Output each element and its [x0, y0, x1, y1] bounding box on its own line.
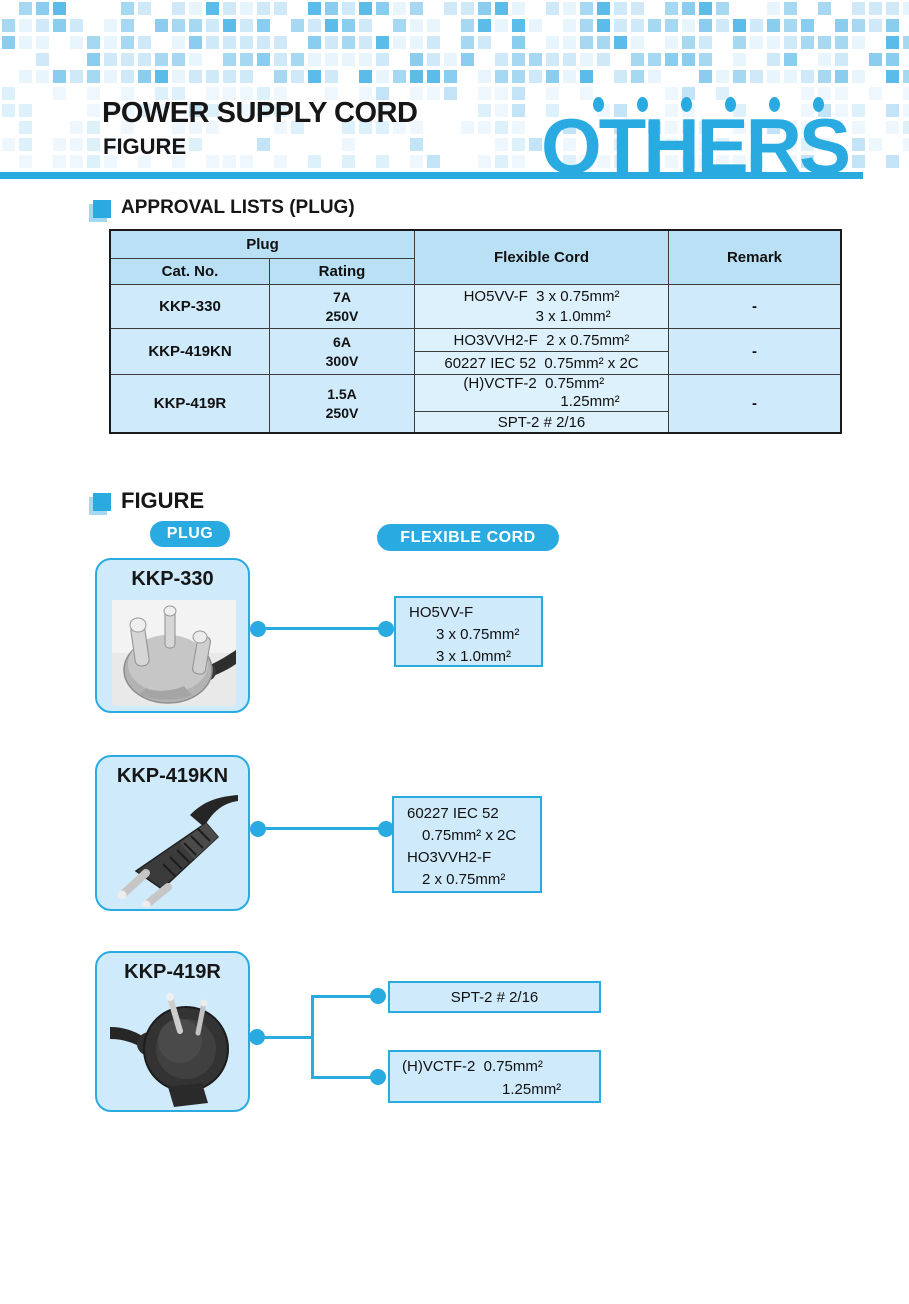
plug-pill-label: PLUG — [150, 521, 230, 547]
table-cell-cat-no: KKP-330 — [111, 285, 270, 329]
cord-spec-box-kkp-330: HO5VV-F 3 x 0.75mm² 3 x 1.0mm² — [394, 596, 543, 667]
table-cell-cat-no: KKP-419R — [111, 375, 270, 432]
plug-photo-kkp-419r — [110, 987, 238, 1109]
table-subcell-flexible-cord: HO3VVH2-F 2 x 0.75mm² — [415, 329, 669, 352]
table-header-rating: Rating — [270, 259, 415, 285]
connector-dot — [378, 621, 394, 637]
corner-label: OTHERS — [541, 102, 849, 190]
table-cell-rating: 7A 250V — [270, 285, 415, 329]
flexible-cord-pill-label: FLEXIBLE CORD — [377, 524, 559, 551]
page-subtitle: FIGURE — [103, 134, 187, 159]
connector-dot — [250, 621, 266, 637]
page-title: POWER SUPPLY CORD — [102, 97, 418, 129]
table-header-plug: Plug — [111, 231, 415, 259]
connector-dot — [250, 821, 266, 837]
table-cell-cat-no: KKP-419KN — [111, 329, 270, 375]
table-cell-rating: 1.5A 250V — [270, 375, 415, 432]
table-cell-remark: - — [669, 329, 840, 375]
plug-card-title: KKP-419R — [124, 961, 221, 983]
connector-dot — [370, 1069, 386, 1085]
connector-dot — [370, 988, 386, 1004]
plug-card-kkp-330 — [95, 558, 250, 713]
approval-table — [109, 229, 842, 434]
table-cell-rating: 6A 300V — [270, 329, 415, 375]
table-cell-remark: - — [669, 375, 840, 432]
cord-spec-box-kkp-419kn: 60227 IEC 52 0.75mm² x 2C HO3VVH2-F 2 x 0.75mm² — [392, 796, 542, 893]
table-header-flexible-cord: Flexible Cord — [415, 231, 669, 285]
table-cell-flexible-cord: HO5VV-F 3 x 0.75mm² 3 x 1.0mm² — [415, 285, 669, 329]
plug-photo-kkp-419kn — [110, 793, 238, 907]
table-cell-remark: - — [669, 285, 840, 329]
table-subcell-flexible-cord: SPT-2 # 2/16 — [415, 412, 669, 432]
cord-spec-box-spt2: SPT-2 # 2/16 — [388, 981, 601, 1013]
figure-heading: FIGURE — [121, 488, 205, 513]
table-subcell-flexible-cord: (H)VCTF-2 0.75mm² 1.25mm² — [415, 375, 669, 412]
connector-branch-line — [311, 995, 314, 1079]
connector-dot — [249, 1029, 265, 1045]
plug-card-kkp-419r — [95, 951, 250, 1112]
approval-heading: APPROVAL LISTS (PLUG) — [121, 197, 355, 218]
plug-card-title: KKP-330 — [131, 568, 214, 590]
table-subcell-flexible-cord: 60227 IEC 52 0.75mm² x 2C — [415, 352, 669, 375]
section-bullet-icon — [93, 200, 111, 218]
section-bullet-icon — [93, 493, 111, 511]
plug-photo-kkp-330 — [110, 598, 238, 708]
connector-line — [252, 827, 388, 830]
table-header-remark: Remark — [669, 231, 840, 285]
cord-spec-box-hvctf2: (H)VCTF-2 0.75mm² 1.25mm² — [388, 1050, 601, 1103]
connector-line — [252, 627, 388, 630]
plug-card-kkp-419kn — [95, 755, 250, 911]
table-header-cat-no: Cat. No. — [111, 259, 270, 285]
plug-card-title: KKP-419KN — [116, 765, 229, 787]
